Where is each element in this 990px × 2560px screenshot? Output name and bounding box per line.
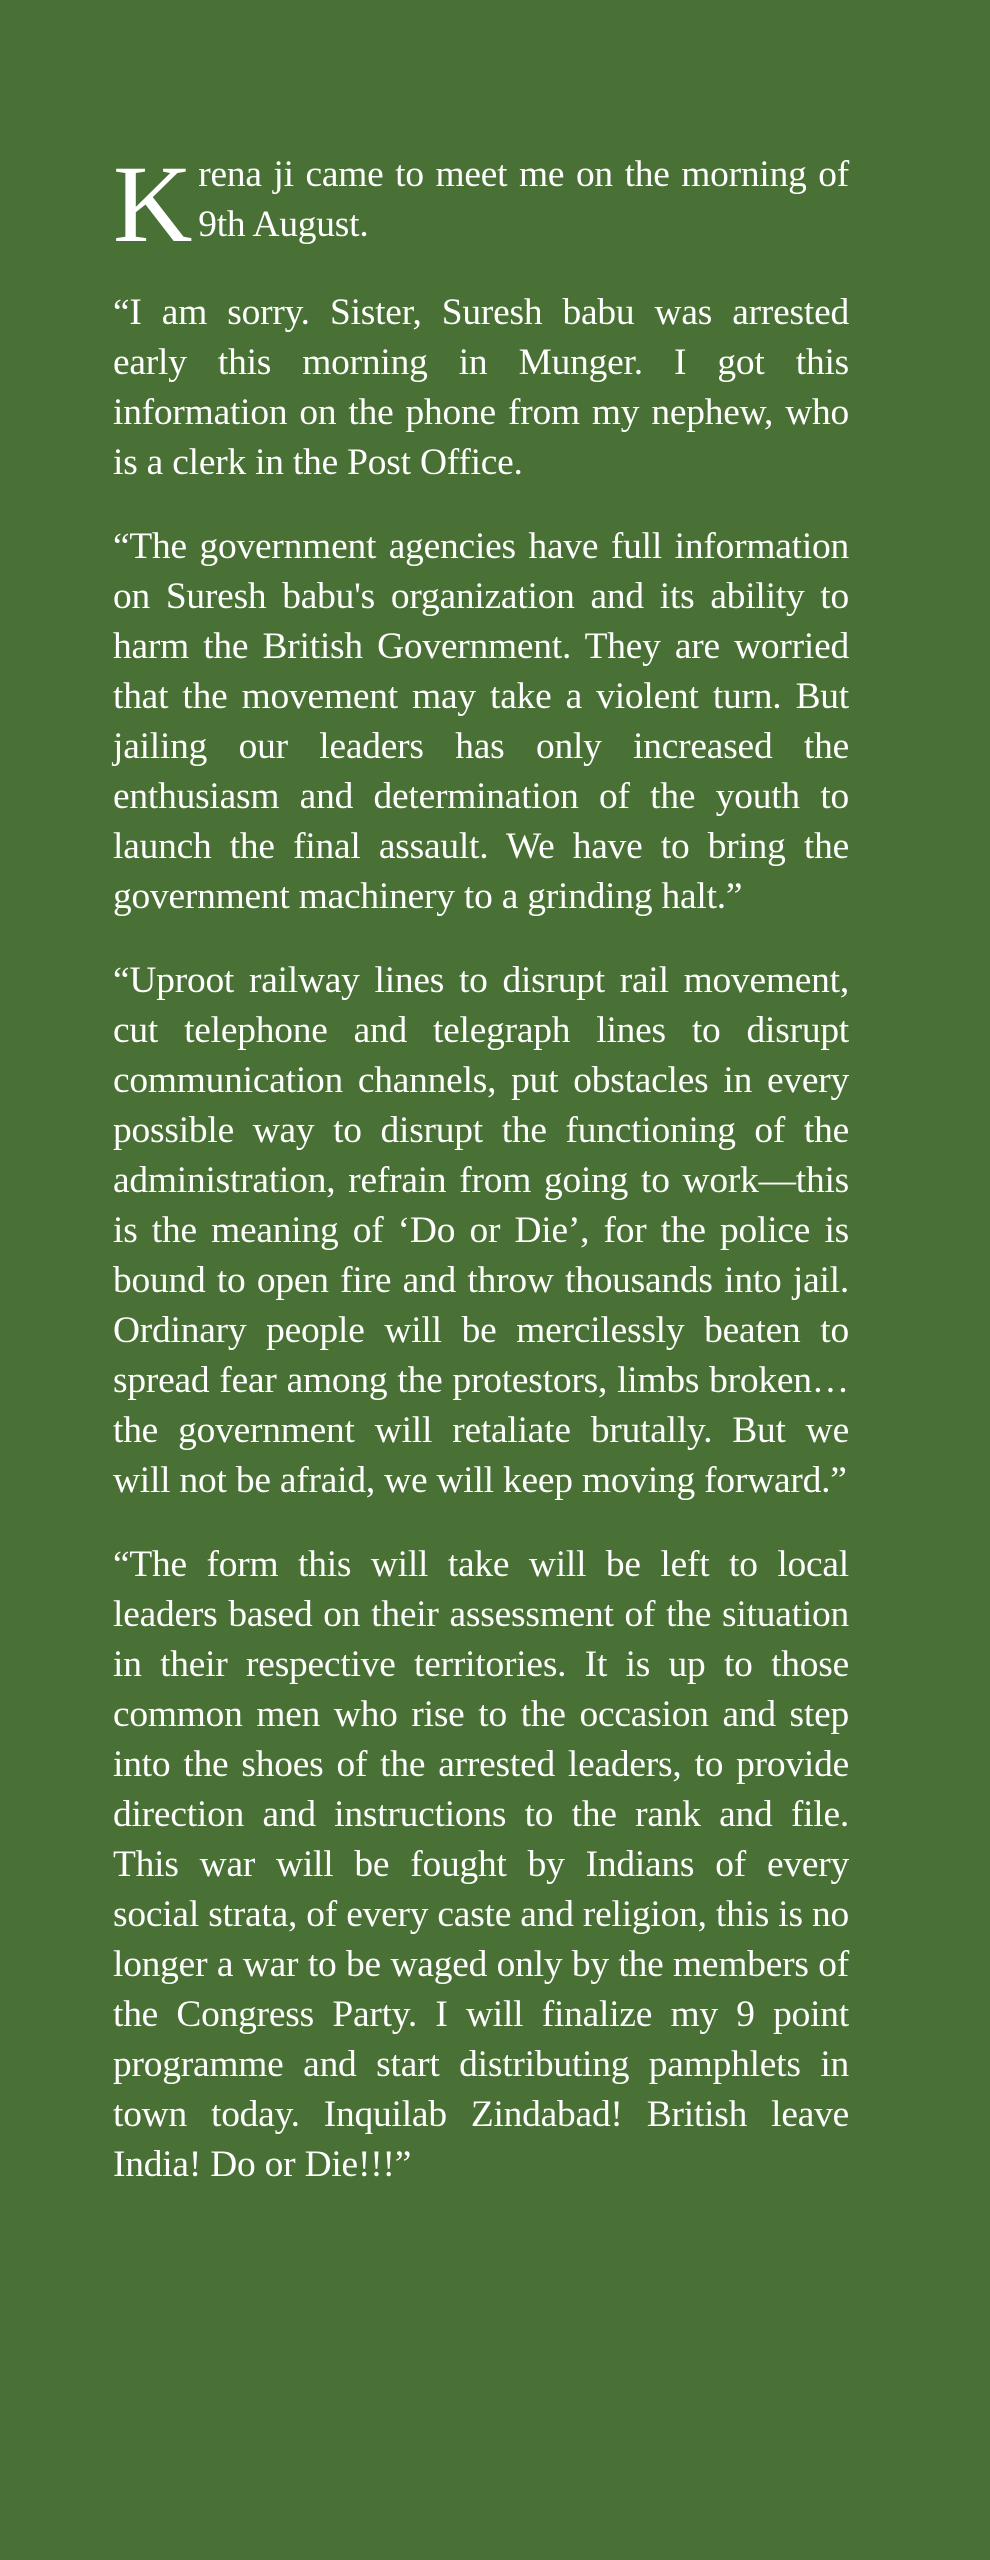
drop-cap-letter: K — [113, 143, 193, 265]
paragraph-do-or-die: “Uproot railway lines to disrupt rail movement, cut telephone and telegraph lines to disrupt communication channels, put obstacles in every possible way to disrupt the functioning of the administration, refrain from going to work—this is the meaning of ‘Do or Die’, for the police is bound to open fire and throw thousands into jail. Ordinary people will be mercilessly beaten to spread fear among the protestors, limbs broken…the government will retaliate brutally. But we will not be afraid, we will keep moving forward.” — [113, 960, 849, 1501]
paragraph-government-agencies: “The government agencies have full information on Suresh babu's organization and its ability to harm the British Government. They are worried that the movement may take a violent turn. But jailing our leaders has only increased the enthusiasm and determination of the youth to launch the final assault. We have to bring the government machinery to a grinding halt.” — [113, 526, 849, 917]
paragraph-opening — [113, 143, 849, 265]
paragraph-opening-text: rena ji came to meet me on the morning of 9th August. — [198, 154, 849, 245]
paragraph-arrest-news: “I am sorry. Sister, Suresh babu was arrested early this morning in Munger. I got this information on the phone from my nephew, who is a clerk in the Post Office. — [113, 292, 849, 483]
paragraph-local-leaders: “The form this will take will be left to local leaders based on their assessment of the situation in their respective territories. It is up to those common men who rise to the occasion and step into the shoes of the arrested leaders, to provide direction and instructions to the rank and file. This war will be fought by Indians of every social strata, of every caste and religion, this is no longer a war to be waged only by the members of the Congress Party. I will finalize my 9 point programme and start distributing pamphlets in town today. Inquilab Zindabad! British leave India! Do or Die!!!” — [113, 1544, 849, 2185]
story-text — [113, 143, 849, 2224]
